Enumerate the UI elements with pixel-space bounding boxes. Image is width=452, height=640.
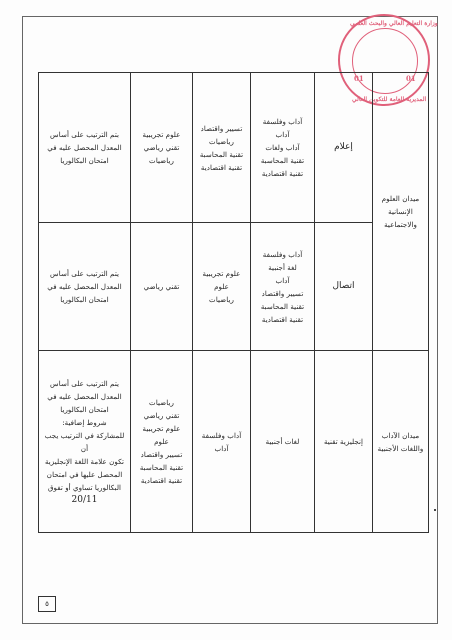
specialty-cell: إنجليزية تقنية bbox=[315, 351, 373, 533]
stamp-number-left: 01 bbox=[354, 74, 364, 83]
ranking-condition-cell: يتم الترتيب على أساس المعدل المحصل عليه في امتحان البكالوريا شروط إضافية: للمشاركة في الترتيب يجب أن تكون علامة اللغة الإنجليزية المحصل عليها في امتحان البكالوريا تساوي أو تفوق 20/11 bbox=[39, 351, 131, 533]
specialty-cell: إعلام bbox=[315, 73, 373, 223]
stamp-number-right: 01 bbox=[406, 74, 416, 83]
bac-stream-cell: آداب وفلسفة آداب bbox=[193, 351, 251, 533]
bac-stream-cell: تقني رياضي bbox=[131, 223, 193, 351]
bac-stream-cell: رياضيات تقني رياضي علوم تجريبية علوم تسيير واقتصاد تقنية المحاسبة تقنية اقتصادية bbox=[131, 351, 193, 533]
stamp-bottom-text: المديرية العامة للتكوين العالي bbox=[352, 96, 427, 103]
specialties-table bbox=[38, 72, 429, 533]
bac-stream-cell: علوم تجريبية علوم رياضيات bbox=[193, 223, 251, 351]
stamp-top-text: وزارة التعليم العالي والبحث العلمي bbox=[350, 20, 438, 27]
table-row bbox=[39, 223, 429, 351]
bac-stream-cell: علوم تجريبية تقني رياضي رياضيات bbox=[131, 73, 193, 223]
ranking-condition-cell: يتم الترتيب على أساس المعدل المحصل عليه في امتحان البكالوريا bbox=[39, 223, 131, 351]
specialty-cell: اتصال bbox=[315, 223, 373, 351]
table-row bbox=[39, 73, 429, 223]
ranking-condition-cell: بتم الترتيب على أساس المعدل المحصل عليه في امتحان البكالوريا bbox=[39, 73, 131, 223]
margin-mark bbox=[434, 509, 436, 511]
bac-stream-cell: آداب وفلسفة لغة أجنبية آداب تسيير واقتصاد تقنية المحاسبة تقنية اقتصادية bbox=[251, 223, 315, 351]
table-row bbox=[39, 351, 429, 533]
bac-stream-cell: لغات أجنبية bbox=[251, 351, 315, 533]
bac-stream-cell: تسيير واقتصاد رياضيات تقنية المحاسبة تقنية اقتصادية bbox=[193, 73, 251, 223]
domain-cell: ميدان الآداب واللغات الأجنبية bbox=[373, 351, 429, 533]
bac-stream-cell: آداب وفلسفة آداب آداب ولغات تقنية المحاسبة تقنية اقتصادية bbox=[251, 73, 315, 223]
domain-cell: ميدان العلوم الإنسانية والاجتماعية bbox=[373, 73, 429, 351]
page-number: ٥ bbox=[38, 596, 56, 612]
